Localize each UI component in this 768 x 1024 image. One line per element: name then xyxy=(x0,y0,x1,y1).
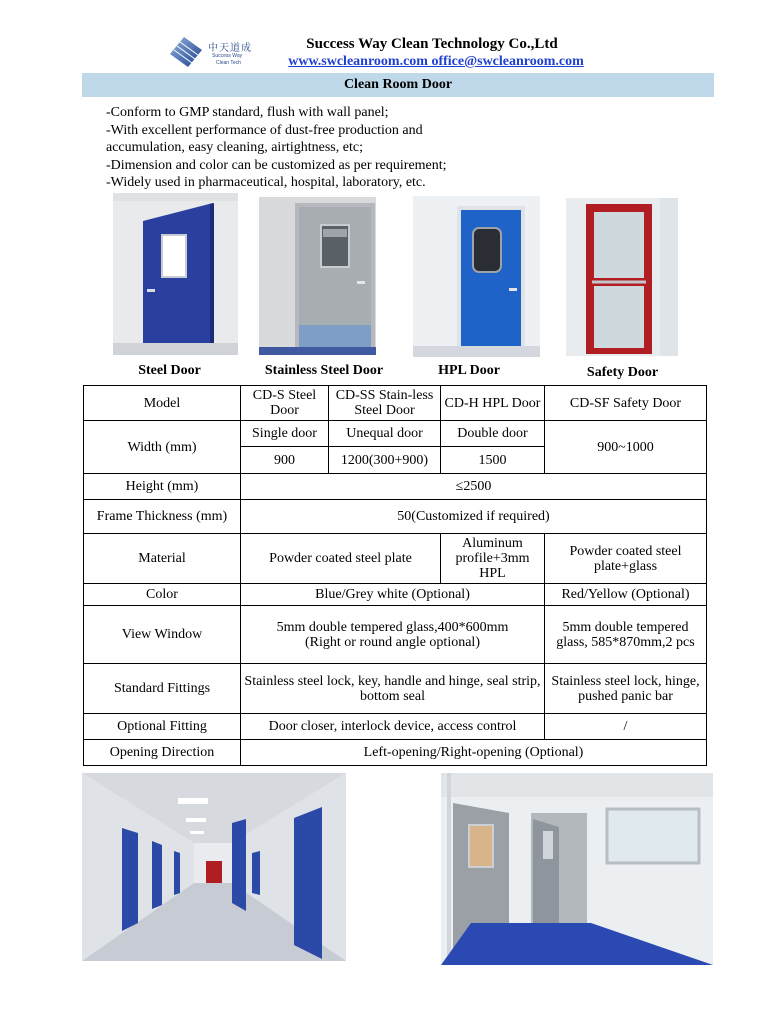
table-row xyxy=(84,386,707,421)
cell: Stainless steel lock, hinge, pushed panic bar xyxy=(545,664,707,714)
logo-diamond-icon xyxy=(166,36,206,68)
installed-door-photo xyxy=(441,773,713,965)
cell: CD-SS Stain-less Steel Door xyxy=(329,386,441,421)
row-label: View Window xyxy=(84,606,241,664)
table-row xyxy=(84,740,707,766)
cell: Left-opening/Right-opening (Optional) xyxy=(241,740,707,766)
cell: Double door xyxy=(441,421,545,447)
email-link[interactable]: office@swcleanroom.com xyxy=(431,54,584,69)
intro-text xyxy=(106,104,526,192)
row-label: Color xyxy=(84,584,241,606)
row-label: Material xyxy=(84,534,241,584)
company-name: Success Way Clean Technology Co.,Ltd xyxy=(306,36,558,52)
steel-door-photo xyxy=(113,193,238,355)
row-label: Frame Thickness (mm) xyxy=(84,500,241,534)
table-row xyxy=(84,474,707,500)
intro-line: -Conform to GMP standard, flush with wall panel; xyxy=(106,105,389,120)
cell: Single door xyxy=(241,421,329,447)
safety-door-photo xyxy=(566,198,678,356)
page-title: Clean Room Door xyxy=(82,73,714,97)
row-label: Opening Direction xyxy=(84,740,241,766)
table-row xyxy=(84,534,707,584)
cell-line: 5mm double tempered glass,400*600mm xyxy=(276,619,509,635)
table-row xyxy=(84,500,707,534)
cell: / xyxy=(545,714,707,740)
contact-links xyxy=(268,54,604,70)
intro-line: -Widely used in pharmaceutical, hospital, laboratory, etc. xyxy=(106,175,426,190)
logo-english-line2: Clean Tech xyxy=(216,60,241,66)
corridor-photo xyxy=(82,773,346,961)
cell: Powder coated steel plate+glass xyxy=(545,534,707,584)
cell: Door closer, interlock device, access control xyxy=(241,714,545,740)
cell: Powder coated steel plate xyxy=(241,534,441,584)
spec-table xyxy=(83,385,707,766)
table-row xyxy=(84,421,707,447)
cell: 50(Customized if required) xyxy=(241,500,707,534)
cell: 900~1000 xyxy=(545,421,707,474)
row-label: Standard Fittings xyxy=(84,664,241,714)
cell: ≤2500 xyxy=(241,474,707,500)
logo-english-line1: Success Way xyxy=(212,53,243,59)
cell: CD-H HPL Door xyxy=(441,386,545,421)
table-row xyxy=(84,664,707,714)
steel-door-caption: Steel Door xyxy=(138,363,201,378)
intro-line: -Dimension and color can be customized as per requirement; xyxy=(106,157,447,173)
hpl-door-photo xyxy=(413,196,540,357)
cell xyxy=(241,606,545,664)
row-label: Model xyxy=(84,386,241,421)
website-link[interactable]: www.swcleanroom.com xyxy=(288,54,428,69)
cell: CD-S Steel Door xyxy=(241,386,329,421)
header xyxy=(0,30,768,72)
cell: 900 xyxy=(241,447,329,474)
cell: 5mm double tempered glass, 585*870mm,2 pcs xyxy=(545,606,707,664)
row-label: Width (mm) xyxy=(84,421,241,474)
cell: 1500 xyxy=(441,447,545,474)
cell: Blue/Grey white (Optional) xyxy=(241,584,545,606)
company-logo xyxy=(166,36,256,68)
intro-line: -With excellent performance of dust-free production and xyxy=(106,122,423,138)
table-row xyxy=(84,714,707,740)
cell: Red/Yellow (Optional) xyxy=(545,584,707,606)
safety-door-caption: Safety Door xyxy=(586,365,659,380)
table-row xyxy=(84,584,707,606)
intro-line: accumulation, easy cleaning, airtightness, etc; xyxy=(106,140,363,155)
cell: Stainless steel lock, key, handle and hinge, seal strip, bottom seal xyxy=(241,664,545,714)
cell: CD-SF Safety Door xyxy=(545,386,707,421)
stainless-steel-door-caption: Stainless Steel Door xyxy=(264,363,384,378)
table-row xyxy=(84,606,707,664)
row-label: Optional Fitting xyxy=(84,714,241,740)
cell: Aluminum profile+3mm HPL xyxy=(441,534,545,584)
hpl-door-caption: HPL Door xyxy=(438,363,500,378)
cell: Unequal door xyxy=(329,421,441,447)
cell-line: (Right or round angle optional) xyxy=(305,634,480,650)
stainless-steel-door-photo xyxy=(259,197,376,355)
cell: 1200(300+900) xyxy=(329,447,441,474)
logo-chinese-text: 中天道成 xyxy=(208,43,252,54)
row-label: Height (mm) xyxy=(84,474,241,500)
